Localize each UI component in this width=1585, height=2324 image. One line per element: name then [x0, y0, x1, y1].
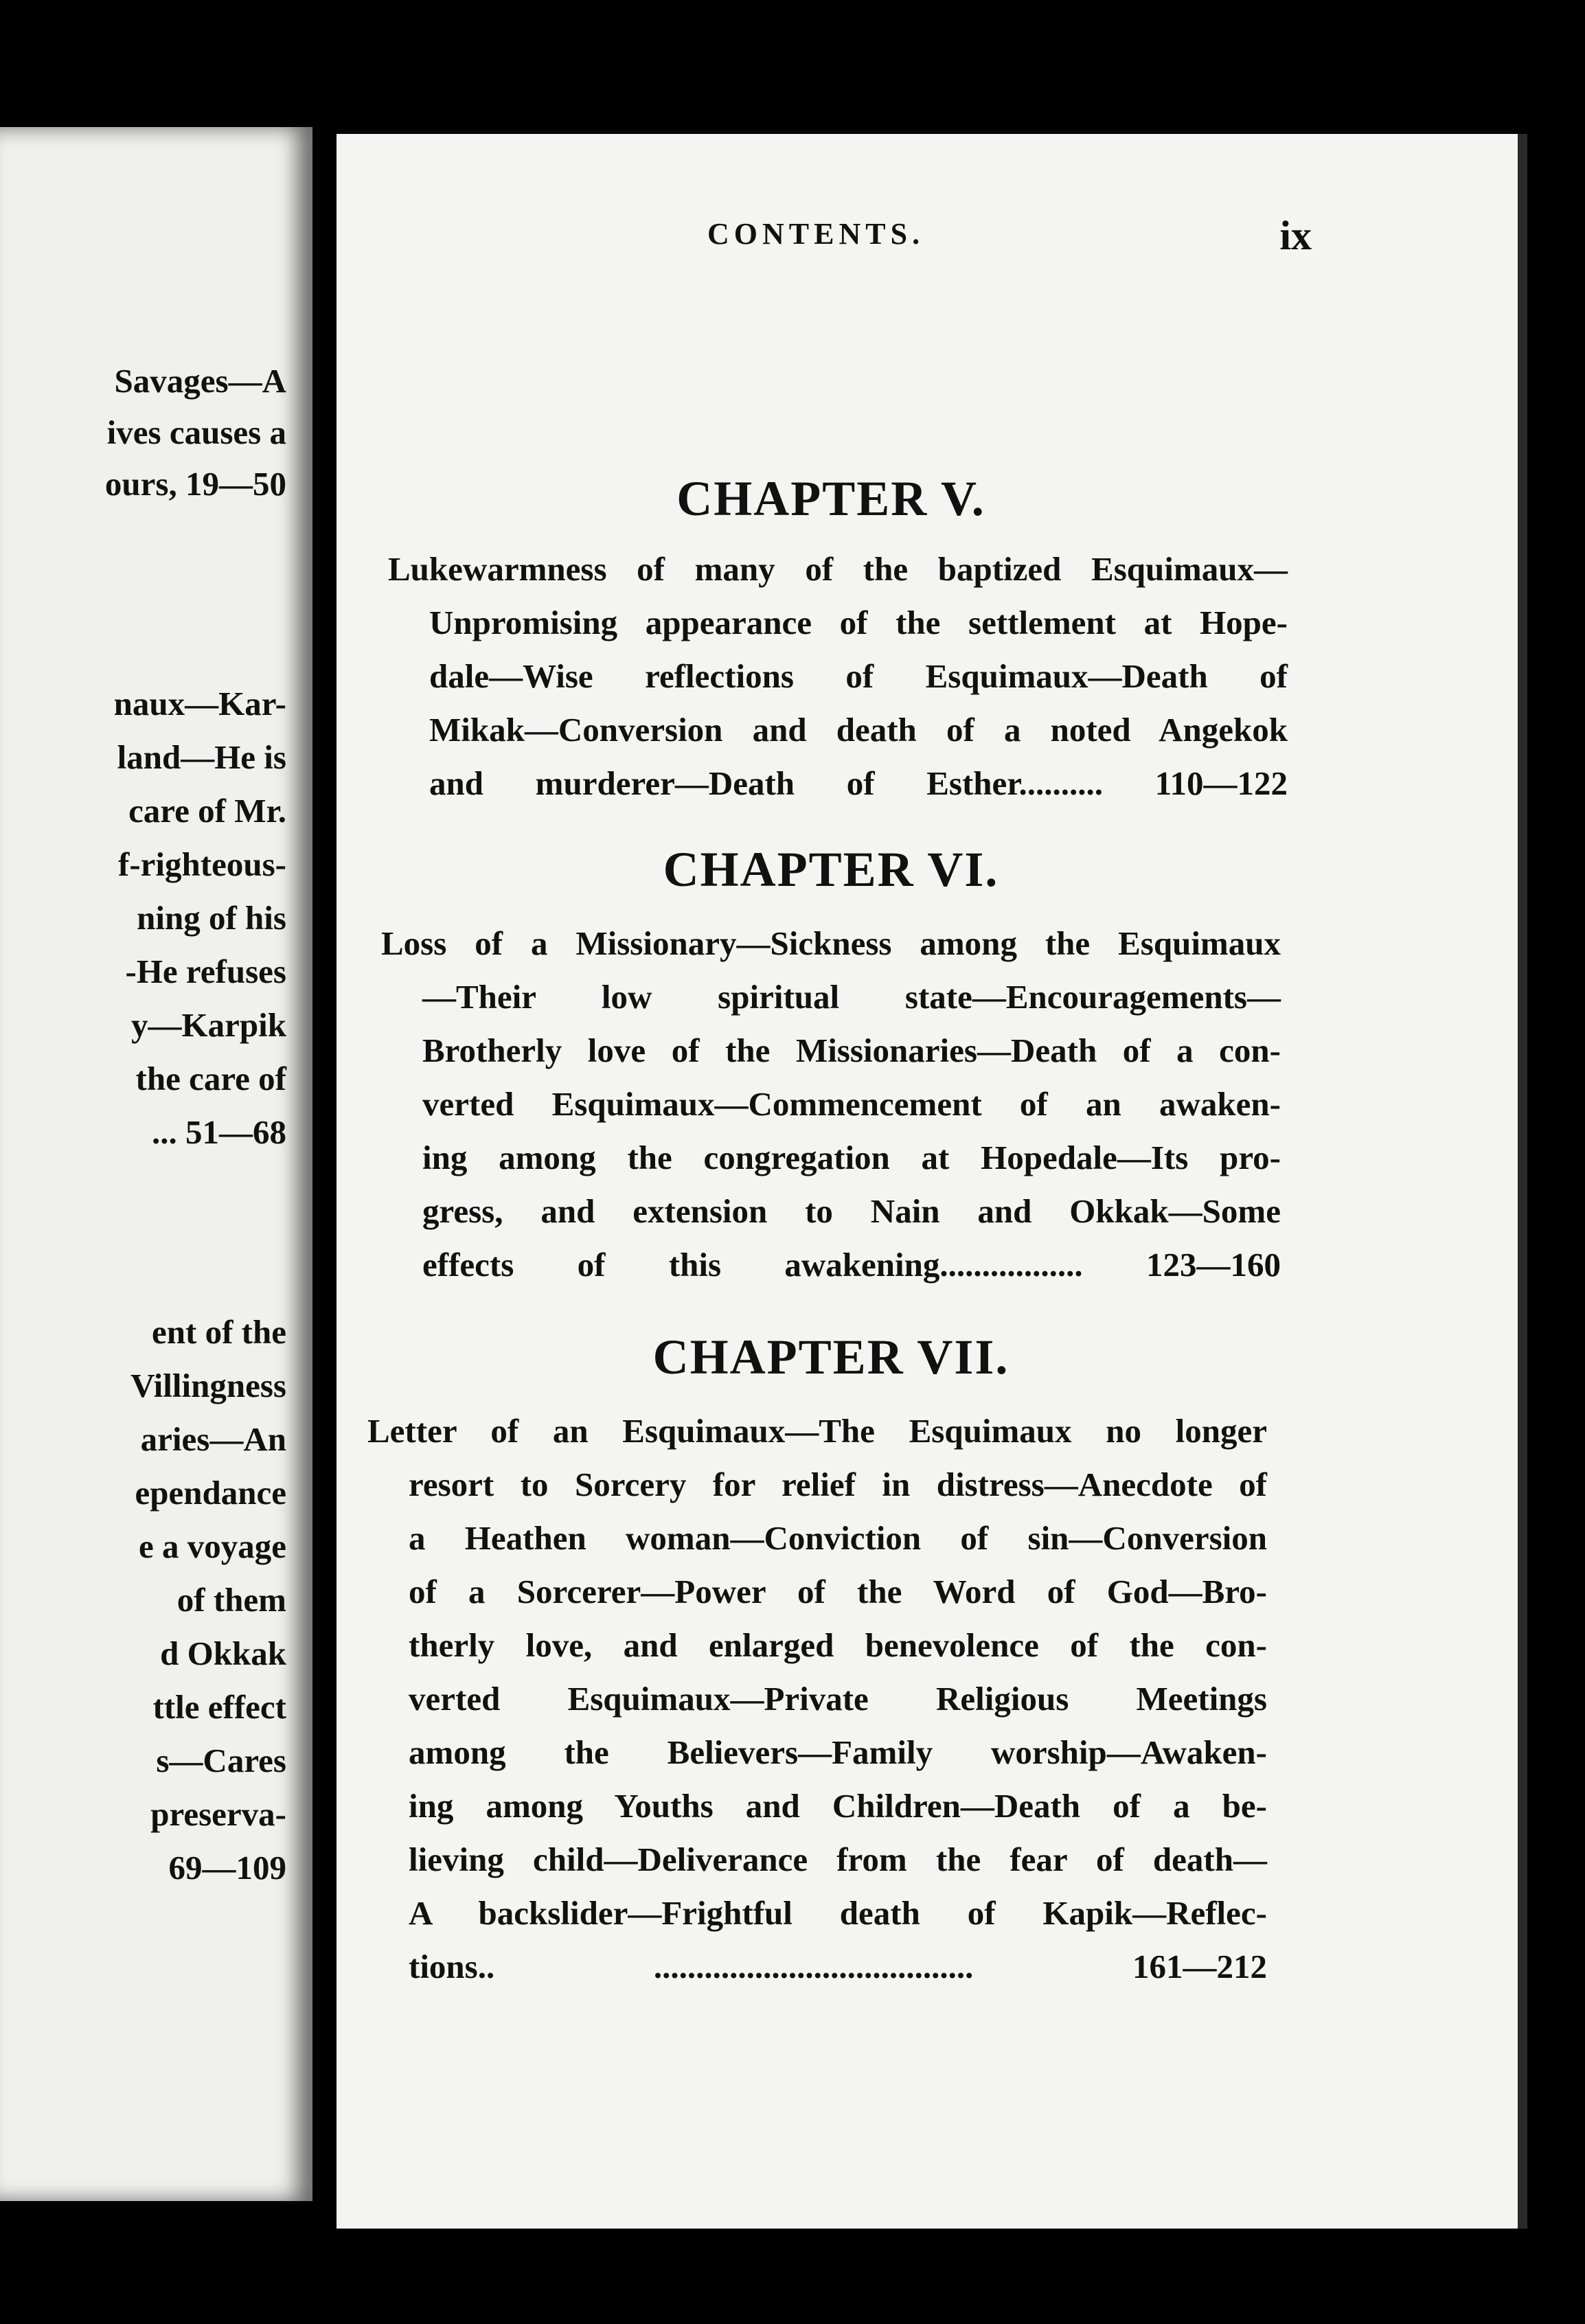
summary-line: ing among Youths and Children—Death of a be-	[409, 1787, 1267, 1825]
left-page-line: naux—Kar-	[113, 685, 286, 722]
left-page-line: ning of his	[137, 899, 286, 937]
summary-line: dale—Wise reflections of Esquimaux—Death of	[429, 657, 1288, 695]
chapter-title: CHAPTER V.	[676, 471, 985, 526]
left-page-line: the care of	[135, 1060, 286, 1097]
running-head	[378, 213, 1312, 258]
chapter-summary	[381, 917, 1281, 1292]
chapter-summary	[367, 1404, 1267, 1994]
running-title: CONTENTS.	[707, 217, 925, 251]
summary-line: of a Sorcerer—Power of the Word of God—Bro-	[409, 1573, 1267, 1610]
left-page-line: ependance	[135, 1474, 286, 1512]
left-page-line: of them	[176, 1581, 286, 1619]
summary-line: Loss of a Missionary—Sickness among the Esquimaux	[381, 924, 1281, 962]
left-page-line: f-righteous-	[118, 845, 286, 883]
summary-line: Mikak—Conversion and death of a noted Angekok	[429, 711, 1288, 749]
left-page-line: ttle effect	[152, 1688, 286, 1726]
summary-line: resort to Sorcery for relief in distress—Anecdote of	[409, 1466, 1267, 1503]
summary-line: —Their low spiritual state—Encouragements—	[422, 978, 1281, 1016]
summary-line: among the Believers—Family worship—Awaken-	[409, 1733, 1267, 1771]
page-number: ix	[1279, 213, 1312, 258]
left-page-line: Savages—A	[114, 362, 286, 400]
left-page-line: aries—An	[140, 1420, 286, 1458]
chapter-summary	[388, 543, 1288, 810]
summary-line: and murderer—Death of Esther.......... 110—122	[429, 764, 1288, 802]
left-page-line: ent of the	[152, 1313, 286, 1351]
left-page-line: land—He is	[117, 738, 286, 776]
left-page-line: Villingness	[130, 1367, 286, 1404]
chapter-title: CHAPTER VI.	[663, 842, 999, 897]
left-page-line: -He refuses	[125, 953, 286, 990]
summary-line: Lukewarmness of many of the baptized Esquimaux—	[388, 550, 1288, 588]
summary-line: Brotherly love of the Missionaries—Death of a con-	[422, 1032, 1281, 1069]
left-page-line: preserva-	[150, 1795, 286, 1833]
left-facing-page	[0, 127, 312, 2201]
summary-line: a Heathen woman—Conviction of sin—Conversion	[409, 1519, 1267, 1557]
left-page-line: s—Cares	[156, 1742, 286, 1779]
left-page-line: ours, 19—50	[104, 465, 286, 503]
left-page-line: y—Karpik	[131, 1006, 286, 1044]
summary-line: verted Esquimaux—Private Religious Meetings	[409, 1680, 1267, 1718]
chapter-title: CHAPTER VII.	[652, 1330, 1010, 1385]
left-page-line: d Okkak	[160, 1634, 286, 1672]
summary-line: Letter of an Esquimaux—The Esquimaux no longer	[367, 1412, 1267, 1450]
left-page-line: ... 51—68	[152, 1113, 286, 1151]
summary-line: effects of this awakening................. 123—160	[422, 1246, 1281, 1284]
summary-line: lieving child—Deliverance from the fear of death—	[409, 1841, 1267, 1878]
summary-line: verted Esquimaux—Commencement of an awaken-	[422, 1085, 1281, 1123]
left-page-line: ives causes a	[106, 413, 286, 451]
summary-line: therly love, and enlarged benevolence of the con-	[409, 1626, 1267, 1664]
summary-line: ing among the congregation at Hopedale—Its pro-	[422, 1139, 1281, 1176]
left-page-line: care of Mr.	[128, 792, 286, 830]
left-page-line: e a voyage	[139, 1527, 286, 1565]
summary-line: tions.. ...................................... 161—212	[409, 1948, 1267, 1985]
left-page-line: 69—109	[168, 1849, 286, 1887]
summary-line: gress, and extension to Nain and Okkak—Some	[422, 1192, 1281, 1230]
summary-line: A backslider—Frightful death of Kapik—Reflec-	[409, 1894, 1267, 1932]
summary-line: Unpromising appearance of the settlement at Hope-	[429, 604, 1288, 641]
